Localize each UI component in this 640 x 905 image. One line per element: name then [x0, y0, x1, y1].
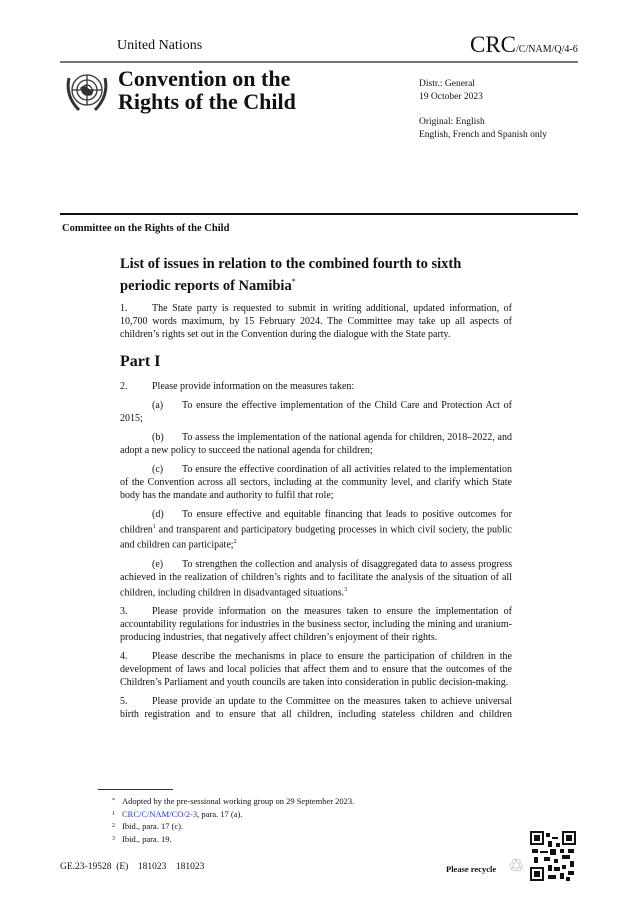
footnote — [112, 808, 354, 821]
sub-text: To ensure effective and equitable financing that leads to positive outcomes for children — [120, 509, 512, 536]
header-rule — [60, 61, 578, 63]
footnote-text: Ibid., para. 17 (c). — [122, 821, 184, 831]
date: 19 October 2023 — [419, 92, 483, 102]
sub-label: (b) — [152, 432, 164, 443]
recycle-label: Please recycle — [446, 864, 497, 874]
footnote-text: Ibid., para. 19. — [122, 833, 172, 844]
footnotes — [112, 795, 354, 845]
distr: Distr.: General — [419, 79, 475, 89]
org-name: United Nations — [117, 38, 203, 53]
footnote — [112, 820, 354, 833]
footnote — [112, 833, 354, 846]
distribution-info — [419, 78, 483, 104]
para-number: 5. — [120, 695, 128, 707]
sub-text: and transparent and participatory budgeting processes in which civil society, the public and children can participate; — [120, 524, 512, 551]
footnote-ref[interactable]: 2 — [233, 539, 237, 546]
title-line: Rights of the Child — [118, 89, 296, 114]
footnote-rule — [98, 789, 173, 790]
heading-line: periodic reports of Namibia — [120, 277, 292, 294]
footnote-text: Adopted by the pre-sessional working group on 29 September 2023. — [122, 796, 355, 806]
footnote-mark: 3 — [112, 835, 115, 842]
sub-label: (c) — [152, 464, 164, 475]
para-number: 3. — [120, 605, 128, 617]
qr-code-icon[interactable] — [530, 831, 576, 881]
para-number: 1. — [120, 303, 128, 314]
sub-text: To ensure the effective implementation of the Child Care and Protection Act of 2015; — [120, 400, 512, 424]
sub-text: To strengthen the collection and analysis of disaggregated data to assess progress achieved in the realization of children’s rights and to facilitate the analysis of the situation of all children, including children in disadvantaged situations. — [120, 558, 512, 598]
subitem-b — [120, 431, 512, 457]
sub-label: (e) — [152, 558, 164, 570]
para-text: Please provide information on the measures taken: — [152, 381, 355, 392]
para-number: 2. — [120, 381, 128, 392]
paragraph-2 — [120, 380, 512, 393]
language-info — [419, 116, 547, 142]
symbol-suffix: /C/NAM/Q/4-6 — [516, 44, 578, 55]
part-heading: Part I — [120, 353, 161, 370]
un-emblem-icon — [62, 66, 112, 116]
footnote-ref[interactable]: 1 — [152, 524, 156, 530]
paragraph-4 — [120, 650, 512, 689]
symbol-main: CRC — [470, 32, 517, 57]
paragraph-5 — [120, 695, 512, 721]
footnote-ref[interactable]: 3 — [344, 586, 348, 593]
footnote-ref[interactable]: * — [291, 277, 296, 286]
document-body — [120, 302, 512, 727]
recycle-icon: ♲ — [508, 856, 525, 876]
document-title — [118, 67, 296, 113]
para-text: Please provide an update to the Committee on the measures taken to achieve universal birth registration and to ensure that all children, including stateless children and children — [120, 695, 512, 720]
footnote — [112, 795, 354, 808]
sub-text: To assess the implementation of the national agenda for children, 2018–2022, and adopt a new policy to succeed the national agenda for children; — [120, 432, 512, 456]
footnote-mark: 2 — [112, 823, 115, 829]
footnote-mark: * — [112, 798, 115, 804]
original-language: Original: English — [419, 117, 485, 127]
para-text: Please provide information on the measures taken to ensure the implementation of accountability regulations for industries in the business sector, including the mining and uranium-producing industries, that negatively affect children’s enjoyment of their rights. — [120, 605, 512, 643]
job-number: GE.23-19528 (E) 181023 181023 — [60, 862, 205, 872]
heading-line: List of issues in relation to the combined fourth to sixth — [120, 256, 462, 272]
sub-label: (a) — [152, 400, 164, 411]
paragraph-1 — [120, 302, 512, 341]
title-line: Convention on the — [118, 66, 291, 91]
document-symbol — [470, 32, 578, 58]
para-text: The State party is requested to submit in writing additional, updated information, of 10,700 words maximum, by 15 February 2024. The Committee may take up all aspects of children’s rights set out in the Convention during the dialogue with the State party. — [120, 303, 512, 340]
languages: English, French and Spanish only — [419, 130, 547, 140]
para-number: 4. — [120, 650, 128, 662]
footnote-link[interactable]: CRC/C/NAM/CO/2-3 — [122, 808, 198, 819]
sub-text: To ensure the effective coordination of all activities related to the implementation of the Convention across all sectors, including at the community level, and clarify which State body has the mandate and authority to fulfil that role; — [120, 464, 512, 501]
subitem-e — [120, 558, 512, 599]
paragraph-3 — [120, 605, 512, 644]
committee-name: Committee on the Rights of the Child — [62, 223, 230, 234]
para-text: Please describe the mechanisms in place to ensure the participation of children in the development of laws and local policies that affect them and to ensure that the outcomes of the Children’s Parliament and youth councils are taken into consideration in public decision-making. — [120, 650, 512, 688]
footnote-mark: 1 — [112, 810, 115, 817]
sub-label: (d) — [152, 509, 164, 520]
subitem-d — [120, 508, 512, 552]
document-heading — [120, 255, 520, 295]
subitem-c — [120, 463, 512, 502]
footnote-text: , para. 17 (a). — [197, 808, 243, 819]
section-rule — [60, 213, 578, 215]
subitem-a — [120, 399, 512, 425]
